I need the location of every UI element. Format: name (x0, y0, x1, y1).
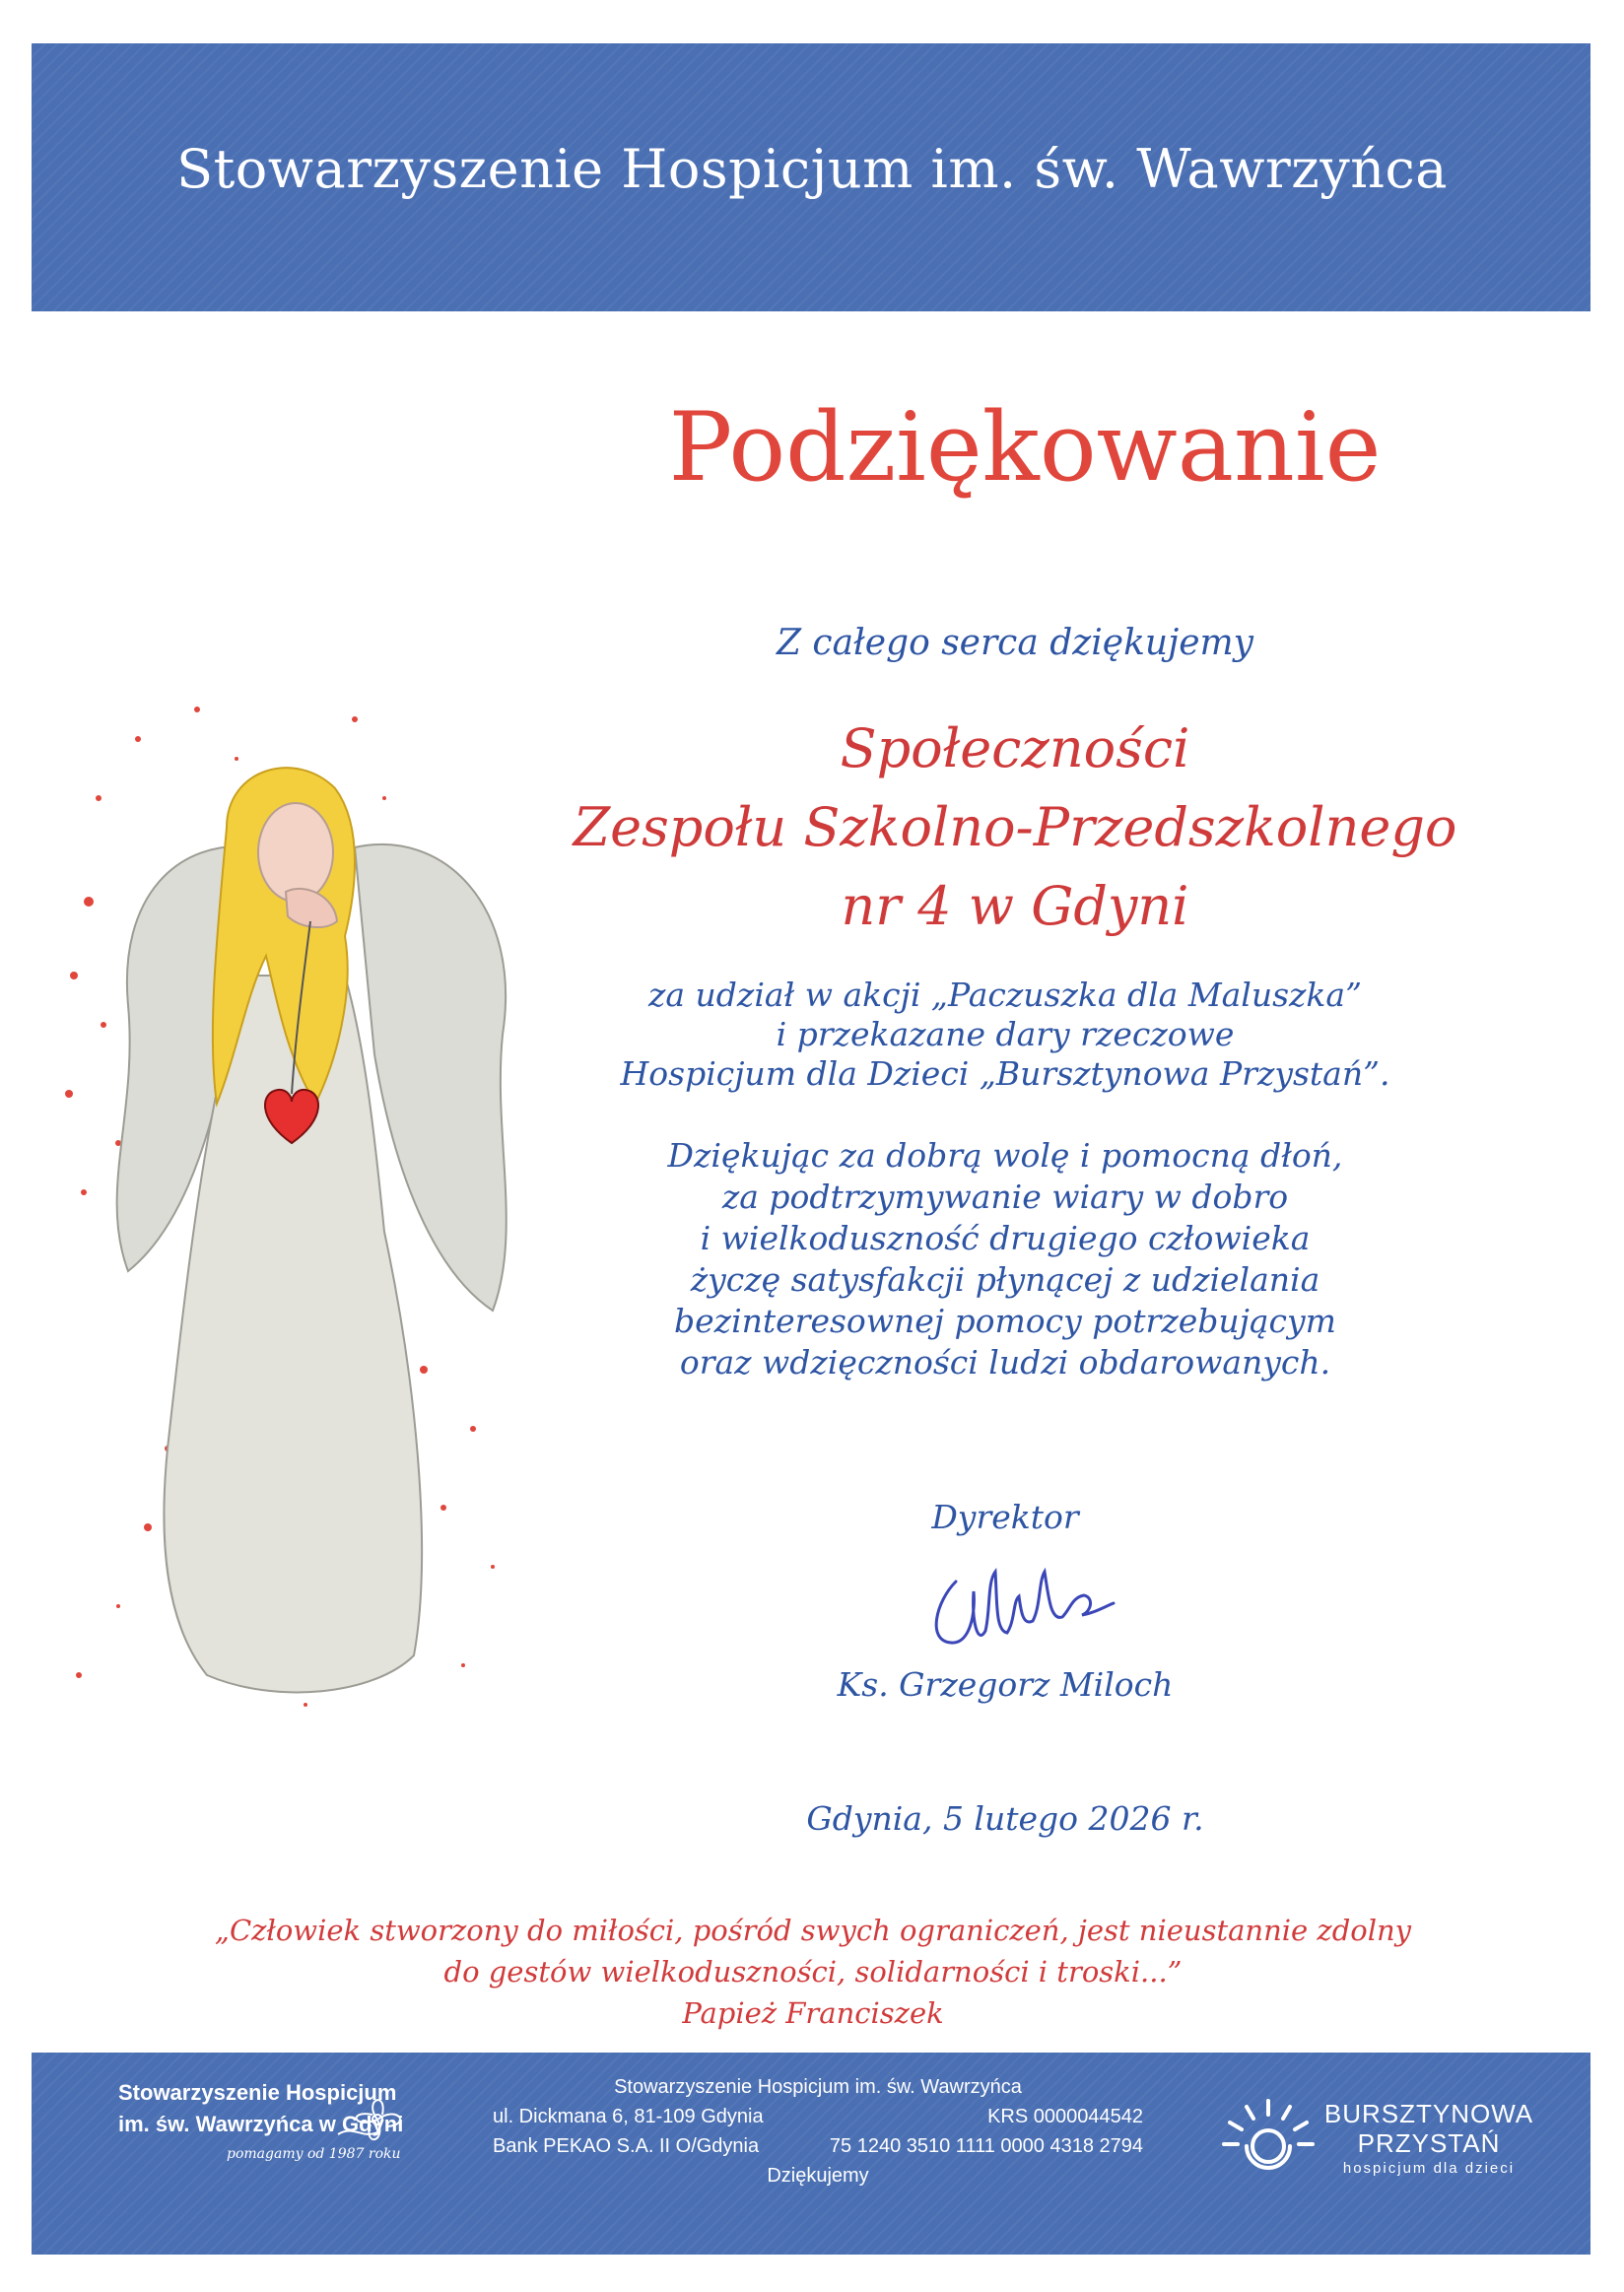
wishes-line: za podtrzymywanie wiary w dobro (721, 1178, 1289, 1216)
handwritten-signature (916, 1552, 1133, 1660)
footer-thanks: Dziękujemy (767, 2165, 869, 2187)
quote-line: „Człowiek stworzony do miłości, pośród swych ograniczeń, jest nieustannie zdolny (214, 1914, 1412, 1947)
quote-line: do gestów wielkoduszności, solidarności i troski...” (443, 1955, 1183, 1989)
footer-org: Stowarzyszenie Hospicjum im. św. Wawrzyńca (614, 2076, 1022, 2098)
reason-line: i przekazane dary rzeczowe (776, 1015, 1235, 1053)
intro-text: Z całego serca dziękujemy (776, 623, 1254, 663)
wishes-line: życzę satysfakcji płynącej z udzielania (690, 1260, 1320, 1299)
wishes-line: oraz wdzięczności ludzi obdarowanych. (679, 1343, 1331, 1382)
reason-line: za udział w akcji „Paczuszka dla Maluszka” (648, 976, 1362, 1014)
logo-line: PRZYSTAŃ (1357, 2128, 1501, 2158)
logo-tagline: pomagamy od 1987 roku (227, 2146, 401, 2162)
angel-face (258, 803, 333, 902)
recipient-line: nr 4 w Gdyni (841, 875, 1189, 937)
amber-haven-logo (1320, 2099, 1537, 2177)
wishes-line: i wielkoduszność drugiego człowieka (700, 1219, 1311, 1257)
organization-name: Stowarzyszenie Hospicjum im. św. Wawrzyńca (176, 138, 1448, 200)
wishes-line: Dziękując za dobrą wolę i pomocną dłoń, (667, 1136, 1343, 1175)
signer-role: Dyrektor (931, 1498, 1079, 1536)
logo-line: im. św. Wawrzyńca w Gdyni (118, 2112, 404, 2136)
page-title: Podziękowanie (668, 392, 1382, 503)
sun-logo-icon (1214, 2087, 1322, 2195)
footer-krs: KRS 0000044542 (987, 2106, 1143, 2127)
recipient-line: Społeczności (840, 717, 1190, 779)
signer-name: Ks. Grzegorz Miloch (837, 1665, 1174, 1704)
wishes-paragraph (473, 1135, 1537, 1383)
reason-line: Hospicjum dla Dzieci „Bursztynowa Przystań”. (620, 1054, 1390, 1093)
logo-line: BURSZTYNOWA (1323, 2099, 1534, 2128)
reason-paragraph (473, 976, 1537, 1094)
place-date: Gdynia, 5 lutego 2026 r. (806, 1799, 1204, 1838)
wishes-line: bezinteresownej pomocy potrzebującym (674, 1302, 1336, 1340)
footer-address: ul. Dickmana 6, 81-109 Gdynia (493, 2106, 764, 2127)
footer-bank: Bank PEKAO S.A. II O/Gdynia (493, 2135, 760, 2157)
footer-account: 75 1240 3510 1111 0000 4318 2794 (829, 2135, 1143, 2157)
logo-tagline: hospicjum dla dzieci (1342, 2160, 1516, 2177)
flower-icon (333, 2085, 422, 2154)
footer-contact (493, 2072, 1143, 2191)
recipient-name (453, 709, 1577, 946)
recipient-line: Zespołu Szkolno-Przedszkolnego (573, 796, 1457, 858)
quote-author: Papież Franciszek (682, 1996, 944, 2030)
quote-block (99, 1910, 1527, 2034)
logo-line: Stowarzyszenie Hospicjum (118, 2080, 397, 2105)
